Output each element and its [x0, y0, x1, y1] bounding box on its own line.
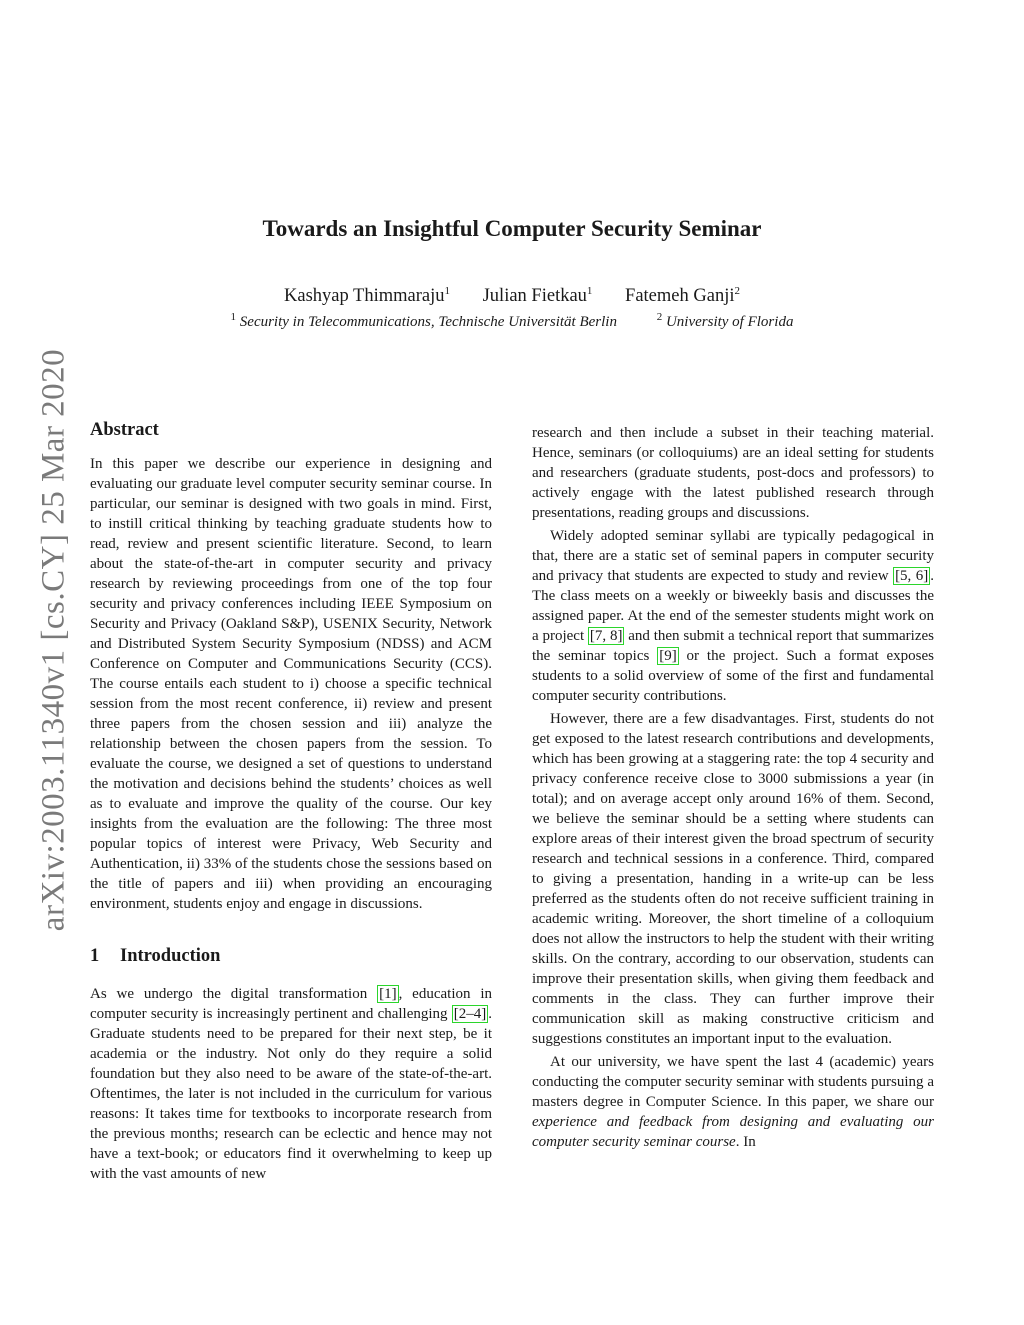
arxiv-stamp: arXiv:2003.11340v1 [cs.CY] 25 Mar 2020: [35, 348, 72, 932]
author-list: [0, 286, 1024, 307]
author-2: Julian Fietkau$^1$: [482, 284, 593, 306]
affiliation-list: [0, 311, 1024, 331]
intro-paragraph-3: However, there are a few disadvantages. First, students do not get exposed to the latest research contributions and developments, which has been growing at a staggering rate: the top 4 security and privacy conference receive close to 3000 submissions a year (in total); and on average accept only around 16% of them. Second, we believe the seminar should be a setting where students can explore areas of their interest given the broad spectrum of security research and technical sessions in a conference. Third, compared to giving a presentation, handing in a write-up can be less preferred as the students often do not receive sufficient training in academic writing. Moreover, the short timeline of a colloquium does not allow the instructors to help the student with their writing skills. On the contrary, according to our observation, students can improve their presentation skills, when giving them feedback and comments in the class. They can further improve their communication skill as making constructive criticism and suggestions constitutes an important input to the evaluation.: [532, 711, 934, 1047]
author-3: Fatemeh Ganji$^2$: [625, 284, 740, 306]
abstract-heading: Abstract: [90, 420, 159, 440]
section-number: 1: [90, 946, 100, 966]
citation-link[interactable]: [1]: [379, 986, 397, 1002]
intro-paragraph-2: Widely adopted seminar syllabi are typically pedagogical in that, there are a static set of seminal papers in computer security and privacy that students are expected to study and review [5, 6] . The class meets on a weekly or biweekly basis and discusses the assigned paper. At the end of the semester students might work on a project [7, 8] and then submit a technical report that summarizes the seminar topics [9] or the project. Such a format exposes students to a solid overview of some of the first and fundamental computer security contributions.: [532, 528, 935, 704]
citation-link[interactable]: [7, 8]: [589, 628, 623, 644]
citation-link[interactable]: [2–4]: [453, 1006, 487, 1022]
citation-link[interactable]: [5, 6]: [895, 568, 929, 584]
intro-paragraph-1-continued: research and then include a subset in their teaching material. Hence, seminars (or colloquiums) are an ideal setting for students and researchers (graduate students, post-docs and professors) to actively engage with the latest published research through presentations, reading groups and discussions.: [532, 425, 934, 521]
intro-paragraph-4: At our university, we have spent the last 4 (academic) years conducting the computer security seminar with students pursuing a masters degree in Computer Science. In this paper, we share our experience and feedback from designing and evaluating our computer security seminar course. In: [532, 1054, 934, 1150]
left-column: [90, 420, 492, 1184]
emphasis-text: experience and feedback from designing and evaluating our computer security seminar course: [532, 1114, 934, 1150]
citation-link[interactable]: [9]: [659, 648, 677, 664]
paper-title: Towards an Insightful Computer Security Seminar: [262, 216, 762, 241]
abstract-text: In this paper we describe our experience in designing and evaluating our graduate level computer security seminar course. In particular, our seminar is designed with two goals in mind. First, to instill critical thinking by teaching graduate students how to read, review and present scientific literature. Second, to learn about the state-of-the-art in computer security and privacy research by reviewing proceedings from one of the top four security and privacy conferences including IEEE Symposium on Security and Privacy (Oakland S&P), USENIX Security, Network and Distributed System Security Symposium (NDSS) and ACM Conference on Computer and Communications Security (CCS). The course entails each student to i) choose a specific technical session from the most recent conference, ii) review and present three papers from the chosen session and iii) analyze the relationship between the chosen papers from the session. To evaluate the course, we designed a set of questions to understand the motivation and decisions behind the students’ choices as well as to evaluate and improve the quality of the course. Our key insights from the evaluation are the following: The three most popular topics of interest were Privacy, Web Security and Authentication, ii) 33% of the students chose the sessions based on the title of papers and iii) when providing an encouraging environment, students enjoy and engage in discussions.: [90, 456, 493, 912]
affiliation-1: $^1$ Security in Telecommunications, Technische Universität Berlin: [230, 311, 617, 330]
introduction-heading: 1 Introduction: [90, 946, 221, 966]
right-column: [532, 423, 934, 1152]
author-1: Kashyap Thimmaraju$^1$: [284, 284, 450, 306]
intro-paragraph-1: As we undergo the digital transformation [1] , education in computer security is increasingly pertinent and challenging [2–4] . Graduate students need to be prepared for their next step, be it academia or the industry. Not only do they require a solid foundation but they also need to be aware of the state-of-the-art. Oftentimes, the later is not included in the curriculum for various reasons: It takes time for textbooks to incorporate research from the previous months; research can be eclectic and hence may not have a text-book; or educators find it overwhelming to keep up with the vast amounts of new: [90, 986, 492, 1182]
affiliation-2: $^2$ University of Florida: [656, 311, 794, 330]
